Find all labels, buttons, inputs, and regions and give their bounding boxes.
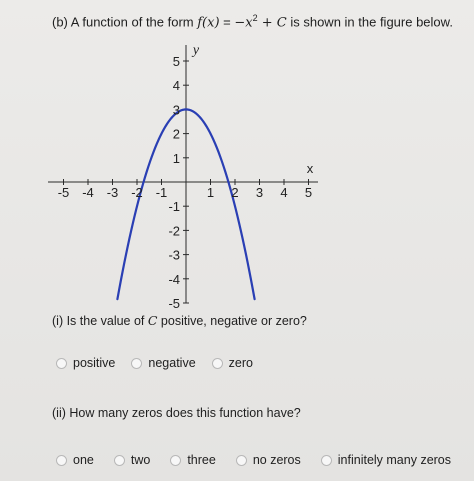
- radio-circle-icon[interactable]: [321, 455, 332, 466]
- x-tick-label: 5: [304, 185, 313, 200]
- graph-axes: [48, 45, 318, 303]
- part-ii-options: [56, 451, 451, 469]
- x-tick-label: 4: [280, 185, 288, 200]
- y-tick-label: -1: [168, 199, 180, 215]
- part-ii-question: (ii) How many zeros does this function have?: [52, 406, 301, 420]
- formula-rhs-rest: + C: [257, 15, 287, 31]
- part-i-question: [52, 313, 307, 328]
- header-suffix: is shown in the figure below.: [286, 14, 453, 30]
- radio-circle-icon[interactable]: [236, 455, 247, 466]
- option-three[interactable]: [170, 453, 216, 467]
- x-tick-label: 2: [231, 185, 239, 200]
- x-axis-label: x: [306, 161, 314, 176]
- y-tick-label: -2: [168, 223, 180, 239]
- formula-lhs: f(x): [197, 15, 220, 31]
- option-label: no zeros: [252, 453, 301, 467]
- radio-circle-icon[interactable]: [131, 358, 142, 369]
- x-tick-label: -2: [131, 185, 143, 200]
- option-label: three: [187, 453, 216, 467]
- option-label: positive: [73, 356, 116, 370]
- radio-circle-icon[interactable]: [170, 455, 181, 466]
- part-i-var: C: [147, 313, 158, 328]
- formula-eq: =: [219, 14, 235, 30]
- y-tick-label: 2: [172, 126, 180, 142]
- x-tick-label: -4: [82, 185, 94, 200]
- y-tick-label: 3: [172, 102, 180, 118]
- option-two[interactable]: [114, 453, 150, 467]
- option-zero[interactable]: [212, 356, 253, 370]
- formula-rhs-exp: 2: [252, 13, 258, 23]
- option-label: zero: [228, 356, 253, 370]
- part-i-prefix: (i) Is the value of: [52, 314, 148, 328]
- y-tick-label: 5: [172, 54, 180, 69]
- radio-circle-icon[interactable]: [56, 455, 67, 466]
- formula-rhs-base: −x: [234, 15, 253, 31]
- y-tick-label: -5: [168, 296, 180, 311]
- y-axis-label: y: [192, 43, 200, 58]
- radio-circle-icon[interactable]: [114, 455, 125, 466]
- option-negative[interactable]: [131, 356, 195, 370]
- header-prefix: (b) A function of the form: [52, 14, 198, 30]
- y-tick-label: -3: [168, 247, 180, 263]
- y-tick-label: -4: [168, 271, 180, 287]
- option-positive[interactable]: [56, 356, 115, 370]
- x-tick-label: -1: [155, 185, 168, 200]
- x-tick-label: 3: [255, 185, 264, 200]
- x-tick-label: -3: [106, 185, 119, 200]
- radio-circle-icon[interactable]: [212, 358, 223, 369]
- y-tick-label: 1: [172, 150, 180, 166]
- option-infinitely-many-zeros[interactable]: [321, 453, 451, 467]
- option-label: negative: [148, 356, 196, 370]
- option-label: infinitely many zeros: [337, 453, 452, 467]
- x-tick-label: 1: [206, 185, 215, 200]
- part-i-options: [56, 354, 269, 372]
- option-label: two: [130, 453, 151, 467]
- option-label: one: [73, 453, 94, 467]
- part-i-suffix: positive, negative or zero?: [157, 314, 307, 328]
- option-one[interactable]: [56, 453, 94, 467]
- radio-circle-icon[interactable]: [56, 358, 67, 369]
- y-tick-label: 4: [172, 78, 180, 94]
- option-no-zeros[interactable]: [236, 453, 301, 467]
- x-tick-label: -5: [57, 185, 70, 200]
